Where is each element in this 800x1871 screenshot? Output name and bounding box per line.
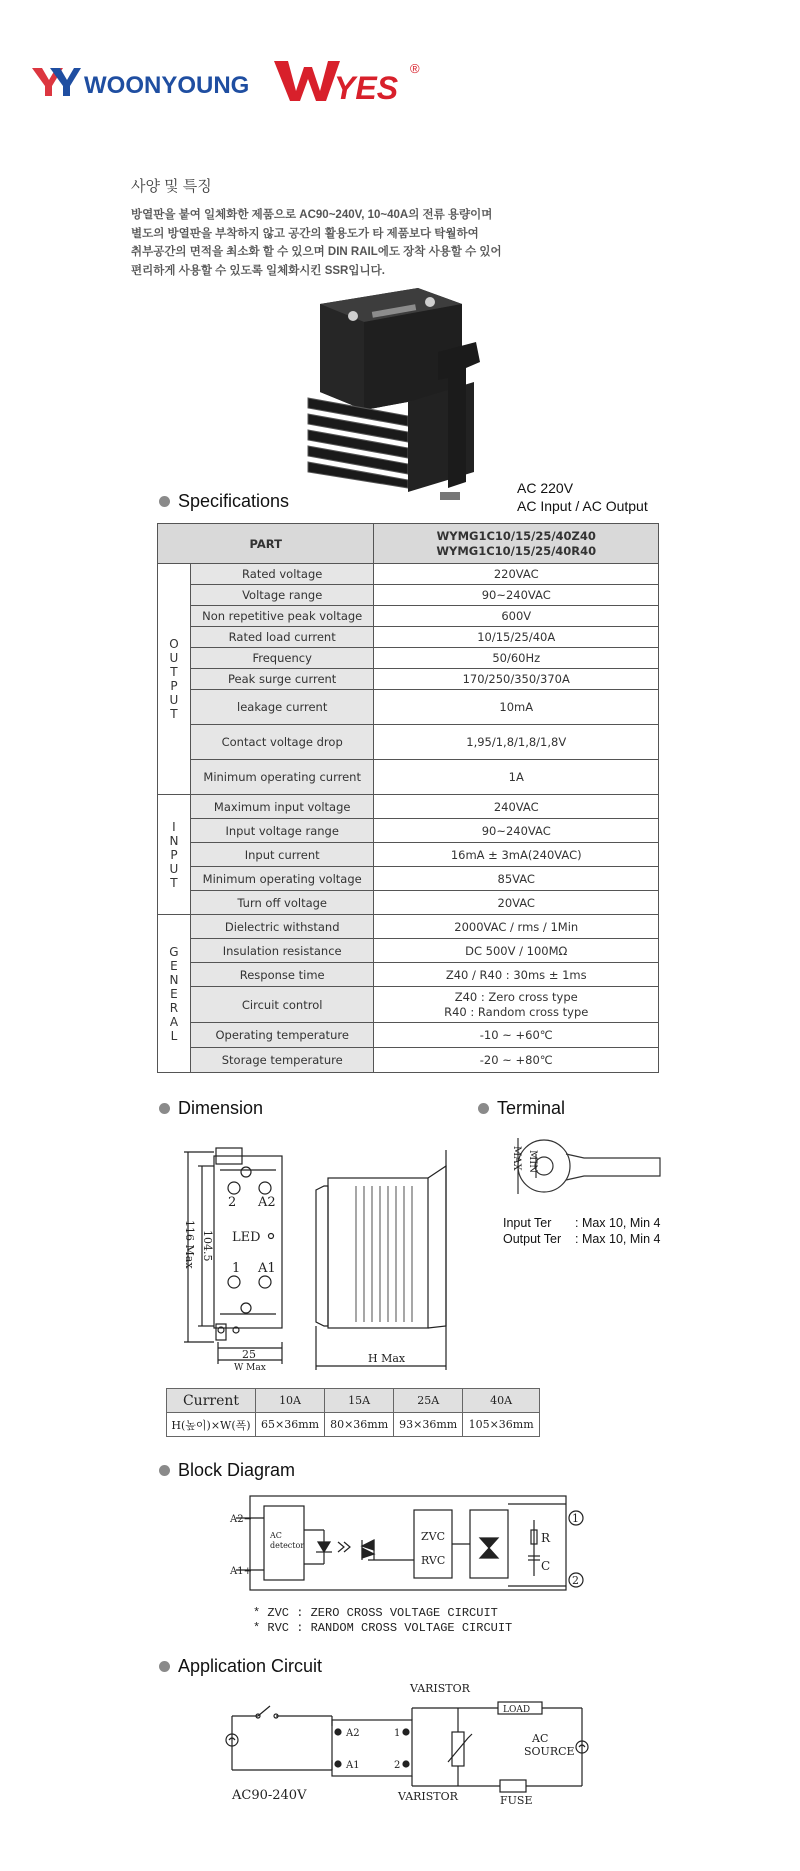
varistor-top-label: VARISTOR — [410, 1682, 470, 1695]
bullet-icon — [159, 496, 170, 507]
table-row — [158, 819, 659, 843]
row-label: Voltage range — [190, 585, 374, 606]
terminal-min-label: MIN — [527, 1150, 538, 1173]
bullet-icon — [478, 1103, 489, 1114]
row-label: Input current — [190, 843, 374, 867]
row-label: Storage temperature — [190, 1048, 374, 1073]
detector-label: detector — [270, 1541, 305, 1550]
table-row — [158, 939, 659, 963]
row-label: Frequency — [190, 648, 374, 669]
product-note-line: AC 220V — [517, 480, 574, 496]
intro-line: 편리하게 사용할 수 있도록 일체화시킨 SSR입니다. — [131, 264, 385, 277]
row-value: Z40 / R40 : 30ms ± 1ms — [374, 963, 659, 987]
yes-logo — [272, 55, 422, 107]
row-value: 90~240VAC — [374, 585, 659, 606]
row-value: 170/250/350/370A — [374, 669, 659, 690]
product-note — [517, 479, 648, 515]
block-diagram — [228, 1490, 588, 1602]
row-label: Circuit control — [190, 987, 374, 1023]
row-value: 90~240VAC — [374, 819, 659, 843]
bullet-icon — [159, 1661, 170, 1672]
table-row — [158, 1023, 659, 1048]
heading-text: Dimension — [178, 1098, 264, 1118]
table-row — [158, 606, 659, 627]
row-value: 600V — [374, 606, 659, 627]
product-note-line: AC Input / AC Output — [517, 498, 648, 514]
height-max-label: 116 Max — [183, 1220, 196, 1269]
row-label: Operating temperature — [190, 1023, 374, 1048]
block-diagram-notes — [253, 1606, 512, 1636]
table-row — [158, 760, 659, 795]
row-label: Minimum operating current — [190, 760, 374, 795]
intro-line: 취부공간의 면적을 최소화 할 수 있으며 DIN RAIL에도 장착 사용할 수 있어 — [131, 246, 502, 258]
row-value: 1A — [374, 760, 659, 795]
table-row — [158, 843, 659, 867]
table-header-row — [158, 524, 659, 564]
row-value: DC 500V / 100MΩ — [374, 939, 659, 963]
model-header — [374, 524, 659, 564]
terminal-a2-label: A2 — [258, 1195, 276, 1210]
application-circuit-heading — [159, 1656, 322, 1677]
group-output: O U T P U T — [158, 564, 191, 795]
row-value: 240VAC — [374, 795, 659, 819]
terminal-spec-label: Input Ter — [503, 1216, 552, 1230]
table-row — [158, 669, 659, 690]
table-row — [158, 963, 659, 987]
table-row — [158, 987, 659, 1023]
row-value: 10mA — [374, 690, 659, 725]
fuse-label: FUSE — [500, 1794, 533, 1807]
note-line: * ZVC : ZERO CROSS VOLTAGE CIRCUIT — [253, 1606, 498, 1620]
table-row — [158, 915, 659, 939]
size-cell: 65×36mm — [256, 1413, 325, 1437]
row-value: 10/15/25/40A — [374, 627, 659, 648]
row-label: Rated load current — [190, 627, 374, 648]
current-header-cell: Current — [167, 1389, 256, 1413]
node-2-label: 2 — [572, 1574, 579, 1587]
model-name: WYMG1C10/15/25/40Z40 — [436, 528, 596, 543]
woonyoung-logo — [30, 62, 266, 102]
supply-label: AC90-240V — [232, 1788, 307, 1803]
table-row — [158, 1048, 659, 1073]
product-photo — [298, 282, 484, 502]
bullet-icon — [159, 1103, 170, 1114]
current-header-row — [167, 1389, 540, 1413]
row-value: 2000VAC / rms / 1Min — [374, 915, 659, 939]
woonyoung-text: WOONYOUNG — [84, 72, 250, 99]
ac-source-label: SOURCE — [524, 1745, 575, 1758]
node-1-label: 1 — [572, 1512, 579, 1525]
table-row — [158, 690, 659, 725]
c-label: C — [541, 1559, 551, 1573]
row-label: Insulation resistance — [190, 939, 374, 963]
varistor-bottom-label: VARISTOR — [398, 1790, 458, 1802]
table-row — [158, 627, 659, 648]
height-label: 104.5 — [201, 1230, 214, 1262]
size-cell: H(높이)×W(폭) — [167, 1413, 256, 1437]
row-label: Contact voltage drop — [190, 725, 374, 760]
row-label: Minimum operating voltage — [190, 867, 374, 891]
a1-label: A1+ — [230, 1566, 252, 1577]
row-label: Maximum input voltage — [190, 795, 374, 819]
terminal-2-label: 2 — [228, 1195, 237, 1210]
yy-mark — [32, 68, 81, 96]
row-value: 50/60Hz — [374, 648, 659, 669]
row-label: Non repetitive peak voltage — [190, 606, 374, 627]
table-row — [158, 585, 659, 606]
bullet-icon — [159, 1465, 170, 1476]
width-label: 25 — [242, 1348, 256, 1361]
row-label: Dielectric withstand — [190, 915, 374, 939]
ac-source-label: AC — [532, 1732, 549, 1745]
table-row — [158, 795, 659, 819]
terminal-drawing — [496, 1130, 666, 1202]
group-input: I N P U T — [158, 795, 191, 915]
terminal-spec-row — [503, 1215, 660, 1231]
size-cell: 80×36mm — [325, 1413, 394, 1437]
pin-1-label: 1 — [394, 1728, 401, 1739]
row-value-line: R40 : Random cross type — [444, 1004, 589, 1019]
current-header-cell: 15A — [325, 1389, 394, 1413]
current-size-table — [166, 1388, 540, 1437]
table-row — [158, 891, 659, 915]
w-mark-icon — [274, 61, 340, 101]
terminal-heading — [478, 1098, 565, 1119]
a2-label: A2− — [230, 1514, 252, 1525]
current-header-cell: 10A — [256, 1389, 325, 1413]
intro-description — [131, 206, 502, 280]
zvc-label: ZVC — [421, 1530, 446, 1543]
intro-line: 방열판을 붙여 일체화한 제품으로 AC90~240V, 10~40A의 전류 용량이며 — [131, 209, 493, 221]
table-row — [158, 648, 659, 669]
terminal-spec-value: : Max 10, Min 4 — [575, 1216, 661, 1230]
row-value: 20VAC — [374, 891, 659, 915]
group-general: G E N E R A L — [158, 915, 191, 1073]
application-circuit — [220, 1680, 600, 1802]
note-line: * RVC : RANDOM CROSS VOLTAGE CIRCUIT — [253, 1621, 513, 1635]
size-cell: 105×36mm — [463, 1413, 540, 1437]
r-label: R — [541, 1531, 551, 1545]
terminal-a1-label: A1 — [258, 1261, 276, 1276]
row-value: 220VAC — [374, 564, 659, 585]
row-label: Rated voltage — [190, 564, 374, 585]
width-max-label: W Max — [234, 1363, 266, 1370]
h-max-label: H Max — [368, 1352, 406, 1365]
current-header-cell: 25A — [394, 1389, 463, 1413]
row-value: -10 ~ +60℃ — [374, 1023, 659, 1048]
row-label: Turn off voltage — [190, 891, 374, 915]
row-label: Input voltage range — [190, 819, 374, 843]
detector-label: AC — [270, 1531, 282, 1540]
terminal-spec-row — [503, 1231, 660, 1247]
row-value: 16mA ± 3mA(240VAC) — [374, 843, 659, 867]
terminal-max-label: MAX — [511, 1146, 522, 1171]
table-row — [158, 725, 659, 760]
table-row — [158, 564, 659, 585]
intro-line: 별도의 방열판을 부착하지 않고 공간의 활용도가 타 제품보다 탁월하여 — [131, 227, 479, 240]
part-header: PART — [158, 524, 374, 564]
heading-text: Block Diagram — [178, 1460, 296, 1480]
terminal-spec-label: Output Ter — [503, 1232, 562, 1246]
dimension-drawing — [160, 1130, 480, 1370]
row-value: 85VAC — [374, 867, 659, 891]
dimension-heading — [159, 1098, 263, 1119]
model-name: WYMG1C10/15/25/40R40 — [436, 543, 597, 558]
yes-text: YES — [334, 70, 399, 106]
terminal-1-label: 1 — [232, 1261, 241, 1276]
size-row — [167, 1413, 540, 1437]
heading-text: Specifications — [178, 491, 290, 511]
size-cell: 93×36mm — [394, 1413, 463, 1437]
row-value-line: Z40 : Zero cross type — [454, 989, 578, 1004]
row-value: -20 ~ +80℃ — [374, 1048, 659, 1073]
rvc-label: RVC — [421, 1554, 446, 1567]
a1-pin-label: A1 — [346, 1760, 360, 1771]
pin-2-label: 2 — [394, 1760, 401, 1771]
terminal-spec-value: : Max 10, Min 4 — [575, 1232, 661, 1246]
led-label: LED — [232, 1230, 261, 1245]
block-diagram-heading — [159, 1460, 295, 1481]
specifications-table — [157, 523, 659, 1073]
row-label: leakage current — [190, 690, 374, 725]
load-label: LOAD — [503, 1705, 531, 1715]
row-value: 1,95/1,8/1,8/1,8V — [374, 725, 659, 760]
row-label: Peak surge current — [190, 669, 374, 690]
current-header-cell: 40A — [463, 1389, 540, 1413]
row-value — [374, 987, 659, 1023]
registered-mark: ® — [410, 61, 420, 76]
heading-text: Application Circuit — [178, 1656, 323, 1676]
specifications-heading — [159, 491, 289, 512]
a2-pin-label: A2 — [346, 1728, 360, 1739]
row-label: Response time — [190, 963, 374, 987]
table-row — [158, 867, 659, 891]
terminal-specs — [503, 1215, 660, 1247]
heading-text: Terminal — [497, 1098, 566, 1118]
intro-title: 사양 및 특징 — [131, 178, 212, 195]
